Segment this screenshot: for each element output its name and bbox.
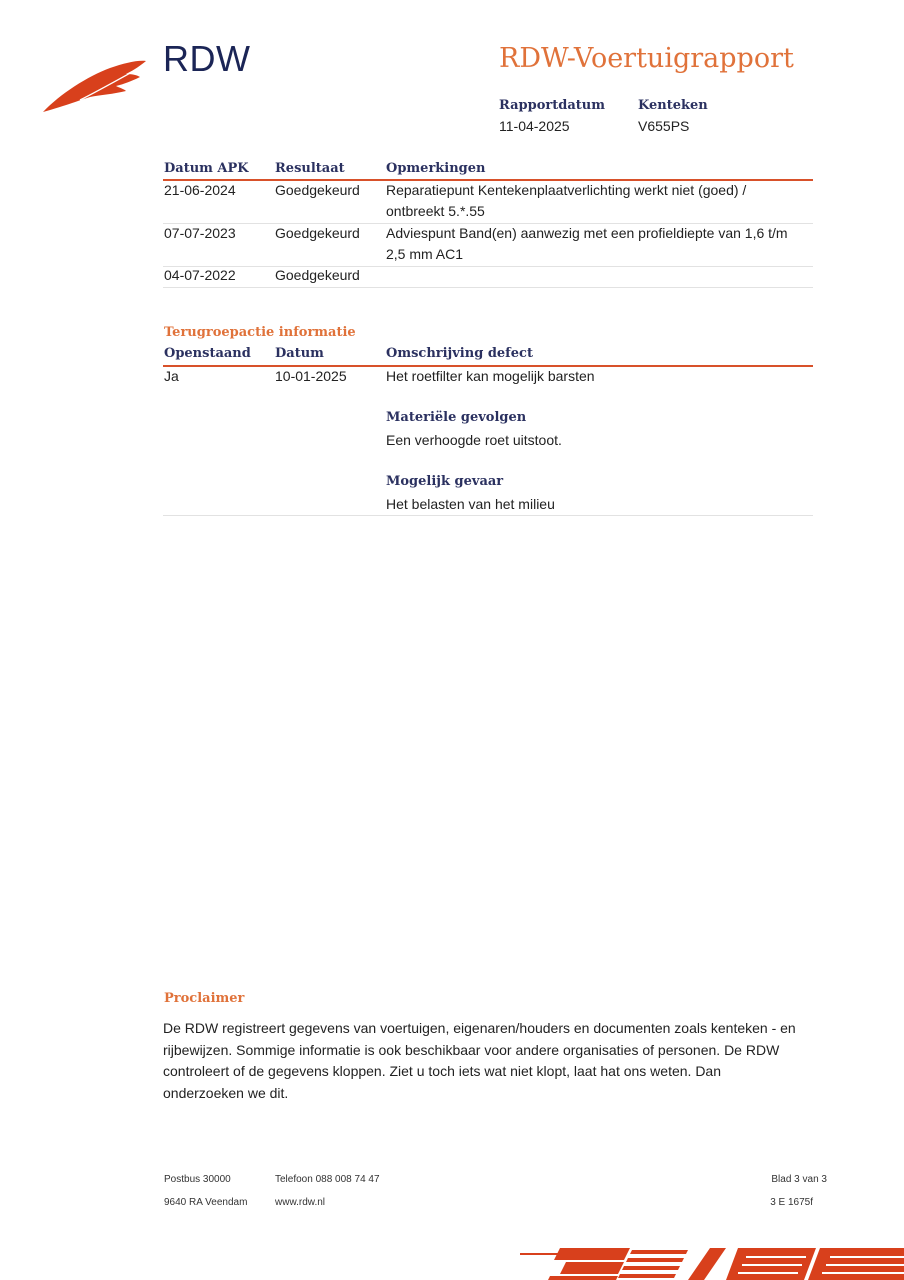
- col-header-openstaand: Openstaand: [164, 346, 251, 361]
- apk-row-1-opmerking-line2: ontbreekt 5.*.55: [386, 203, 485, 219]
- footer-document-code: 3 E 1675f: [770, 1197, 813, 1208]
- footer-telefoon: Telefoon 088 008 74 47: [275, 1174, 380, 1185]
- recall-datum: 10-01-2025: [275, 368, 347, 384]
- apk-row-3-resultaat: Goedgekeurd: [275, 267, 360, 283]
- kenteken-value: V655PS: [638, 118, 690, 134]
- proclaimer-text: De RDW registreert gegevens van voertuigen, eigenaren/houders en documenten zoals kenteken - en rijbewijzen. Sommige informatie is ook beschikbaar voor andere organisaties of personen. De RDW controleert of de gegevens kloppen. Ziet u toch iets wat niet klopt, laat hat ons weten. Dan onderzoeken we dit.: [163, 1020, 796, 1101]
- recall-defect: Het roetfilter kan mogelijk barsten: [386, 368, 595, 384]
- footer-postbus: Postbus 30000: [164, 1174, 231, 1185]
- recall-section-title: Terugroepactie informatie: [164, 325, 356, 340]
- footer-postcode: 9640 RA Veendam: [164, 1197, 248, 1208]
- apk-row-2-datum: 07-07-2023: [164, 225, 236, 241]
- page-title: RDW-Voertuigrapport: [499, 43, 794, 74]
- gevaar-label: Mogelijk gevaar: [386, 474, 504, 489]
- apk-row-2-opmerking-line1: Adviespunt Band(en) aanwezig met een profieldiepte van 1,6 t/m: [386, 225, 788, 241]
- col-header-opmerkingen: Opmerkingen: [386, 161, 486, 176]
- apk-row-2-opmerking-line2: 2,5 mm AC1: [386, 246, 464, 262]
- gevolgen-text: Een verhoogde roet uitstoot.: [386, 432, 562, 448]
- recall-openstaand: Ja: [164, 368, 179, 384]
- col-header-datum: Datum: [275, 346, 324, 361]
- decorative-stripes-icon: [520, 1244, 904, 1280]
- apk-row-1-opmerking-line1: Reparatiepunt Kentekenplaatverlichting werkt niet (goed) /: [386, 182, 747, 198]
- kenteken-label: Kenteken: [638, 98, 708, 113]
- apk-row-1-resultaat: Goedgekeurd: [275, 182, 360, 198]
- apk-row-3-datum: 04-07-2022: [164, 267, 236, 283]
- rdw-logo-icon: [40, 56, 150, 116]
- gevaar-text: Het belasten van het milieu: [386, 496, 555, 512]
- row-divider: [163, 515, 813, 516]
- proclaimer-title: Proclaimer: [164, 991, 245, 1006]
- footer-page-number: Blad 3 van 3: [771, 1174, 827, 1185]
- rapportdatum-value: 11-04-2025: [499, 118, 570, 134]
- apk-row-1-datum: 21-06-2024: [164, 182, 236, 198]
- col-header-datum-apk: Datum APK: [164, 161, 249, 176]
- col-header-resultaat: Resultaat: [275, 161, 345, 176]
- apk-row-2-resultaat: Goedgekeurd: [275, 225, 360, 241]
- footer-website[interactable]: www.rdw.nl: [275, 1197, 326, 1208]
- rapportdatum-label: Rapportdatum: [499, 98, 605, 113]
- col-header-omschrijving: Omschrijving defect: [386, 346, 533, 361]
- row-divider: [163, 287, 813, 288]
- gevolgen-label: Materiële gevolgen: [386, 410, 527, 425]
- row-divider: [163, 266, 813, 267]
- logo-text: RDW: [163, 38, 251, 79]
